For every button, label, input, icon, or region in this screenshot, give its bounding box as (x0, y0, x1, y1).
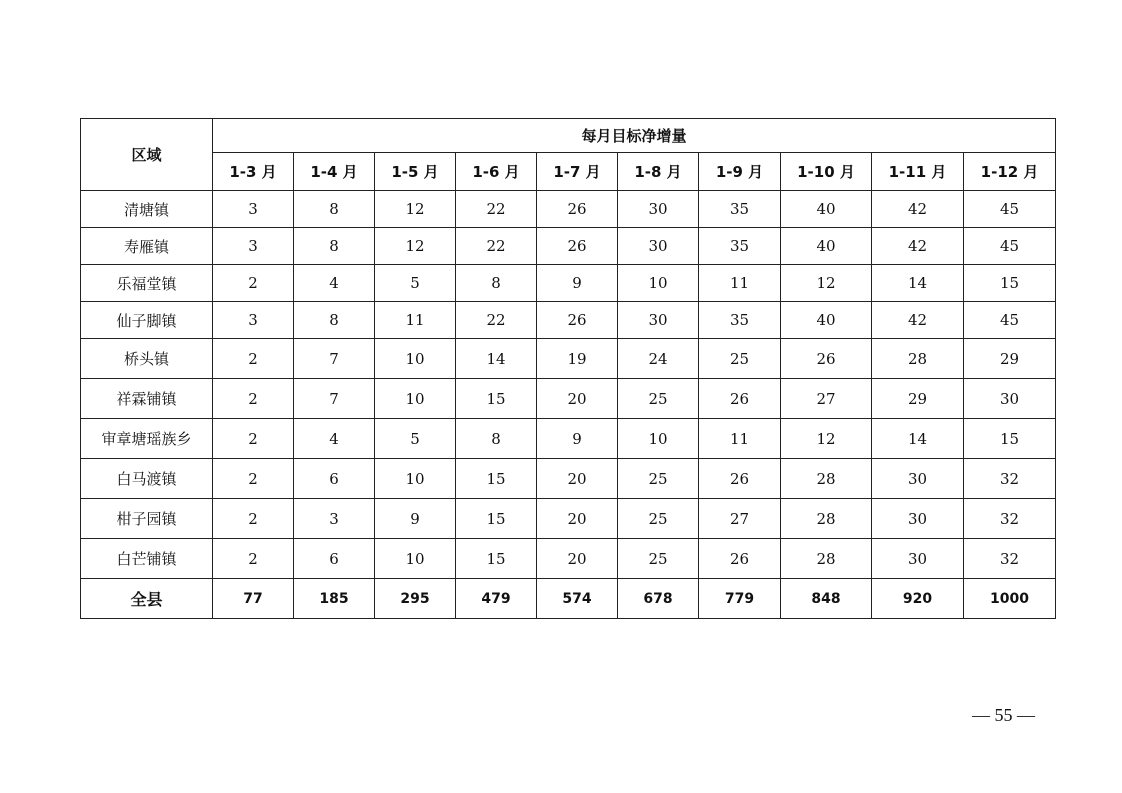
value-cell: 8 (294, 302, 375, 339)
value-cell: 2 (213, 459, 294, 499)
total-value-cell: 77 (213, 579, 294, 619)
value-cell: 25 (618, 459, 699, 499)
value-cell: 26 (537, 191, 618, 228)
value-cell: 26 (699, 459, 781, 499)
table-row (81, 265, 1056, 302)
region-cell: 桥头镇 (81, 339, 213, 379)
value-cell: 26 (781, 339, 872, 379)
total-label: 全县 (81, 579, 213, 619)
value-cell: 10 (375, 459, 456, 499)
value-cell: 15 (456, 459, 537, 499)
total-row (81, 579, 1056, 619)
value-cell: 3 (294, 499, 375, 539)
value-cell: 10 (618, 265, 699, 302)
value-cell: 22 (456, 191, 537, 228)
total-value-cell: 295 (375, 579, 456, 619)
value-cell: 27 (699, 499, 781, 539)
group-header: 每月目标净增量 (213, 119, 1056, 153)
value-cell: 14 (872, 419, 964, 459)
table-row (81, 339, 1056, 379)
value-cell: 11 (699, 265, 781, 302)
region-cell: 柑子园镇 (81, 499, 213, 539)
value-cell: 2 (213, 499, 294, 539)
value-cell: 14 (872, 265, 964, 302)
value-cell: 45 (964, 228, 1056, 265)
value-cell: 8 (456, 419, 537, 459)
column-header: 1-8 月 (618, 153, 699, 191)
value-cell: 9 (375, 499, 456, 539)
total-value-cell: 574 (537, 579, 618, 619)
region-cell: 寿雁镇 (81, 228, 213, 265)
value-cell: 2 (213, 265, 294, 302)
value-cell: 40 (781, 191, 872, 228)
total-value-cell: 779 (699, 579, 781, 619)
value-cell: 2 (213, 379, 294, 419)
table-row (81, 419, 1056, 459)
column-header: 1-9 月 (699, 153, 781, 191)
region-cell: 祥霖铺镇 (81, 379, 213, 419)
value-cell: 6 (294, 539, 375, 579)
value-cell: 5 (375, 265, 456, 302)
value-cell: 26 (537, 302, 618, 339)
page-number: — 55 — (972, 705, 1035, 725)
value-cell: 42 (872, 302, 964, 339)
value-cell: 3 (213, 302, 294, 339)
value-cell: 25 (618, 539, 699, 579)
value-cell: 10 (618, 419, 699, 459)
column-header: 1-4 月 (294, 153, 375, 191)
column-header: 1-10 月 (781, 153, 872, 191)
value-cell: 28 (781, 499, 872, 539)
monthly-target-table (80, 118, 1056, 619)
value-cell: 7 (294, 339, 375, 379)
value-cell: 20 (537, 459, 618, 499)
value-cell: 32 (964, 459, 1056, 499)
value-cell: 8 (294, 191, 375, 228)
value-cell: 2 (213, 339, 294, 379)
value-cell: 7 (294, 379, 375, 419)
value-cell: 12 (781, 419, 872, 459)
value-cell: 3 (213, 228, 294, 265)
value-cell: 8 (294, 228, 375, 265)
value-cell: 14 (456, 339, 537, 379)
value-cell: 32 (964, 499, 1056, 539)
value-cell: 25 (618, 499, 699, 539)
header-row-columns (81, 153, 1056, 191)
value-cell: 24 (618, 339, 699, 379)
value-cell: 40 (781, 302, 872, 339)
column-header: 1-3 月 (213, 153, 294, 191)
value-cell: 20 (537, 539, 618, 579)
value-cell: 30 (618, 302, 699, 339)
value-cell: 15 (456, 499, 537, 539)
region-cell: 白芒铺镇 (81, 539, 213, 579)
value-cell: 4 (294, 419, 375, 459)
table-row (81, 379, 1056, 419)
value-cell: 30 (872, 459, 964, 499)
value-cell: 2 (213, 539, 294, 579)
value-cell: 26 (699, 379, 781, 419)
value-cell: 30 (872, 539, 964, 579)
value-cell: 20 (537, 379, 618, 419)
value-cell: 35 (699, 228, 781, 265)
value-cell: 35 (699, 302, 781, 339)
total-value-cell: 185 (294, 579, 375, 619)
region-header: 区域 (81, 119, 213, 191)
value-cell: 10 (375, 379, 456, 419)
table-body (81, 191, 1056, 619)
value-cell: 42 (872, 191, 964, 228)
value-cell: 15 (964, 265, 1056, 302)
column-header: 1-7 月 (537, 153, 618, 191)
total-value-cell: 479 (456, 579, 537, 619)
value-cell: 20 (537, 499, 618, 539)
region-cell: 仙子脚镇 (81, 302, 213, 339)
region-cell: 乐福堂镇 (81, 265, 213, 302)
value-cell: 9 (537, 419, 618, 459)
column-header: 1-6 月 (456, 153, 537, 191)
value-cell: 29 (872, 379, 964, 419)
value-cell: 10 (375, 339, 456, 379)
region-cell: 白马渡镇 (81, 459, 213, 499)
value-cell: 15 (456, 539, 537, 579)
value-cell: 28 (872, 339, 964, 379)
value-cell: 5 (375, 419, 456, 459)
value-cell: 12 (375, 191, 456, 228)
total-value-cell: 678 (618, 579, 699, 619)
value-cell: 28 (781, 539, 872, 579)
value-cell: 25 (699, 339, 781, 379)
total-value-cell: 920 (872, 579, 964, 619)
value-cell: 19 (537, 339, 618, 379)
value-cell: 8 (456, 265, 537, 302)
value-cell: 2 (213, 419, 294, 459)
header-row-group (81, 119, 1056, 153)
column-header: 1-11 月 (872, 153, 964, 191)
value-cell: 40 (781, 228, 872, 265)
value-cell: 11 (699, 419, 781, 459)
table-row (81, 228, 1056, 265)
value-cell: 45 (964, 302, 1056, 339)
value-cell: 32 (964, 539, 1056, 579)
table-row (81, 539, 1056, 579)
value-cell: 3 (213, 191, 294, 228)
value-cell: 27 (781, 379, 872, 419)
value-cell: 26 (699, 539, 781, 579)
value-cell: 4 (294, 265, 375, 302)
value-cell: 30 (618, 191, 699, 228)
total-value-cell: 1000 (964, 579, 1056, 619)
value-cell: 22 (456, 228, 537, 265)
value-cell: 10 (375, 539, 456, 579)
table-row (81, 499, 1056, 539)
total-value-cell: 848 (781, 579, 872, 619)
value-cell: 30 (964, 379, 1056, 419)
value-cell: 28 (781, 459, 872, 499)
value-cell: 11 (375, 302, 456, 339)
value-cell: 29 (964, 339, 1056, 379)
value-cell: 35 (699, 191, 781, 228)
column-header: 1-5 月 (375, 153, 456, 191)
value-cell: 25 (618, 379, 699, 419)
value-cell: 15 (964, 419, 1056, 459)
value-cell: 6 (294, 459, 375, 499)
column-header: 1-12 月 (964, 153, 1056, 191)
region-cell: 清塘镇 (81, 191, 213, 228)
value-cell: 15 (456, 379, 537, 419)
table-row (81, 302, 1056, 339)
value-cell: 30 (618, 228, 699, 265)
region-cell: 审章塘瑶族乡 (81, 419, 213, 459)
value-cell: 26 (537, 228, 618, 265)
table-row (81, 459, 1056, 499)
value-cell: 30 (872, 499, 964, 539)
value-cell: 12 (781, 265, 872, 302)
value-cell: 45 (964, 191, 1056, 228)
value-cell: 12 (375, 228, 456, 265)
table-row (81, 191, 1056, 228)
value-cell: 42 (872, 228, 964, 265)
value-cell: 9 (537, 265, 618, 302)
value-cell: 22 (456, 302, 537, 339)
